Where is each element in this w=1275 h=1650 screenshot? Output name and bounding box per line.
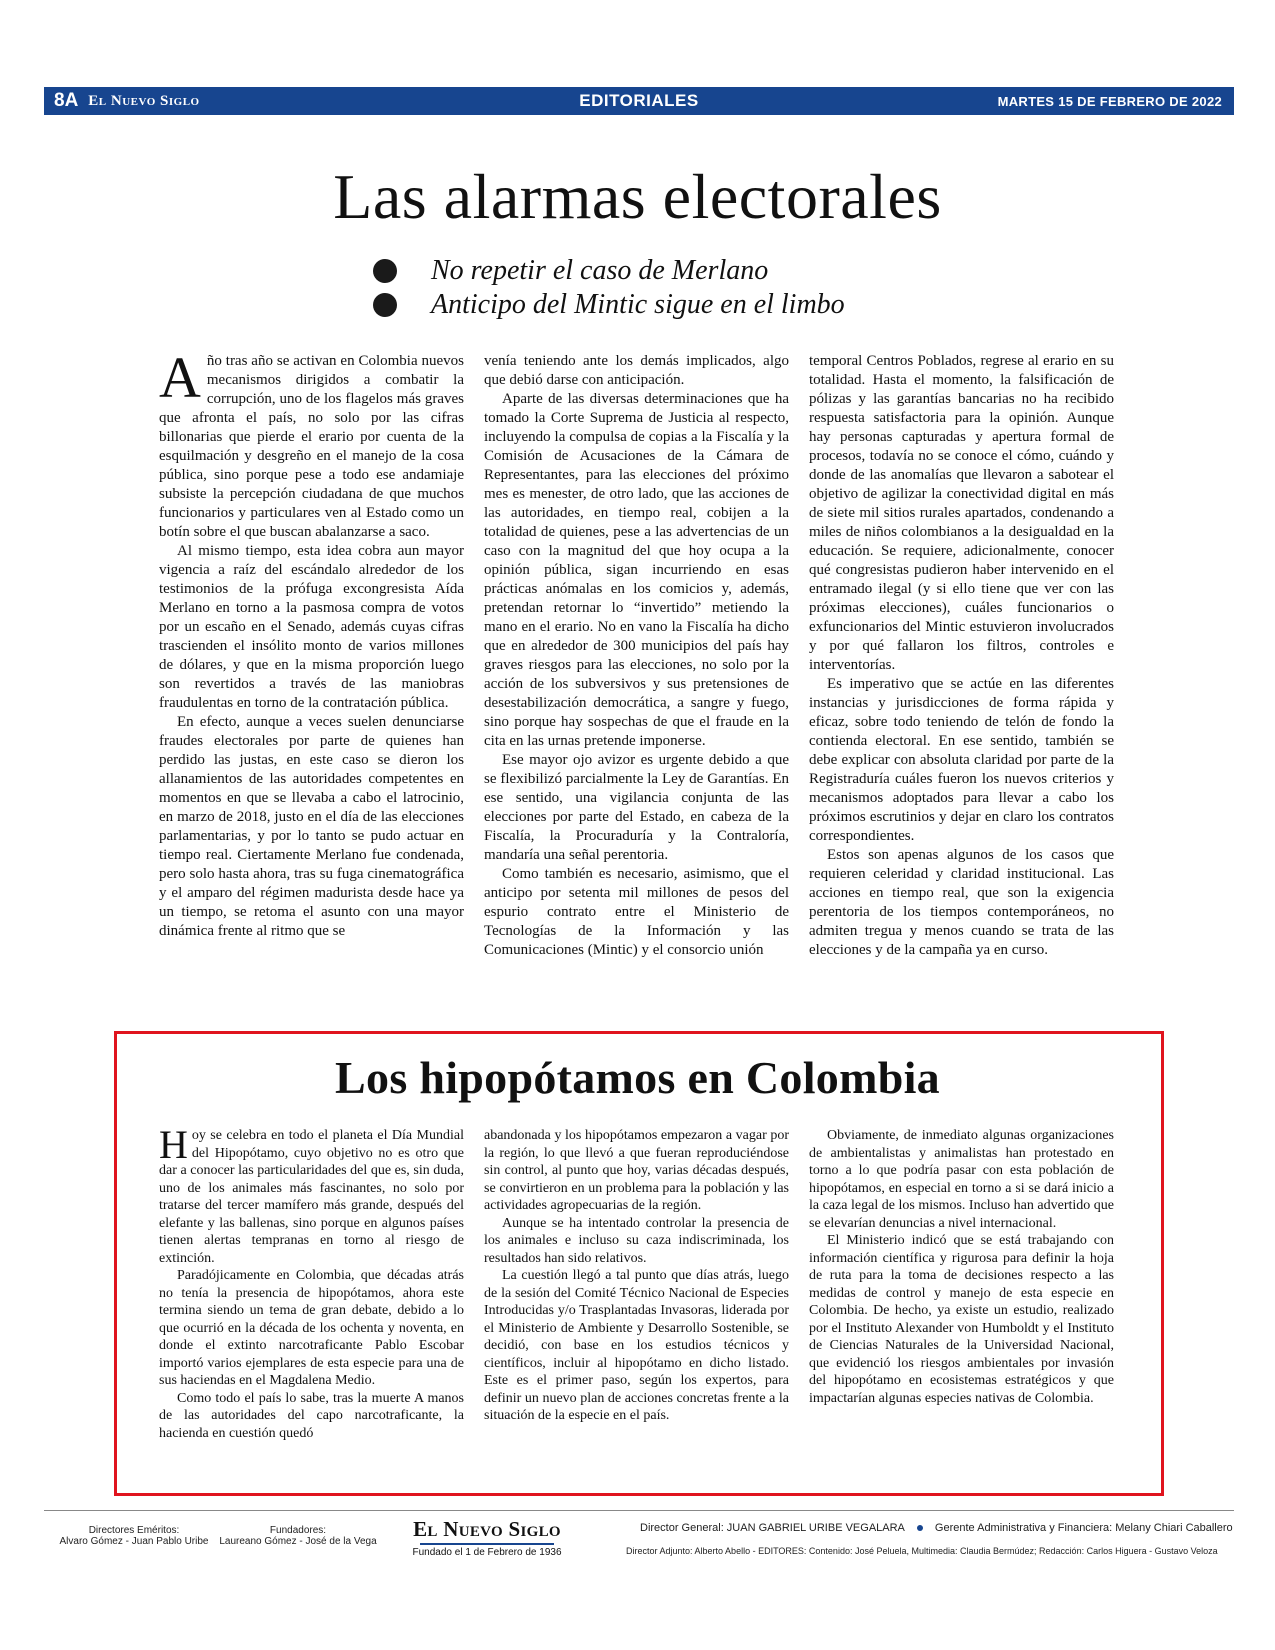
- editorial2-column-3: [809, 1127, 1114, 1407]
- paragraph: Obviamente, de inmediato algunas organizaciones de ambientalistas y animalistas han protestado en torno a lo que podría pasar con esta población de hipopótamos, en especial en torno a si se dará inicio a la caza legal de los mismos. Incluso han advertido que se elevarían denuncias a nivel internacional.: [809, 1128, 1114, 1231]
- directores-block: [54, 1525, 214, 1547]
- paragraph: [159, 1122, 464, 1267]
- editorial2-column-2: [484, 1127, 789, 1425]
- drop-cap: H: [159, 1122, 188, 1167]
- staff-line: Director Adjunto: Alberto Abello - EDITORES: Contenido: José Peluela, Multimedia: Claudia Bermúdez; Redacción: Carlos Higuera - Gustavo Veloza: [626, 1546, 1218, 1556]
- paragraph: Estos son apenas algunos de los casos que requieren celeridad y claridad institucional. Las acciones en tiempo real, que son la exigencia perentoria de los tiempos contemporáneos, no admiten tregua y menos cuando se trata de las elecciones y de la campaña ya en curso.: [809, 847, 1114, 958]
- fundadores-names: Laureano Gómez - José de la Vega: [219, 1536, 377, 1547]
- paragraph-text: oy se celebra en todo el planeta el Día Mundial del Hipopótamo, cuyo objetivo no es otro que dar a conocer las particularidades del que es, sin duda, uno de los animales más fascinantes, no solo por tratarse del tercer mamífero más grande, después del elefante y las ballenas, sino porque en algunos países tienen alertas tempranas en torno al riesgo de extinción.: [159, 1128, 464, 1266]
- page-number: 8A: [54, 90, 79, 111]
- paragraph: temporal Centros Poblados, regrese al erario en su totalidad. Hasta el momento, la falsificación de pólizas y las garantías bancarias no ha recibido respuesta satisfactoria para la opinión. Aunque hay personas capturadas y apertura formal de procesos, todavía no se conoce el cómo, cuándo y donde de las anomalías que llevaron a sabotear el objetivo de agilizar la conectividad digital en más de siete mil sitios rurales apartados, condenando a miles de niños colombianos a la desigualdad en la educación. Se requiere, adicionalmente, conocer qué congresistas pudieron haber intervenido en el entramado ilegal (y si ello tiene que ver con las próximas elecciones), cuáles funcionarios o exfuncionarios del Mintic estuvieron involucrados y por qué fallaron los filtros, controles e interventorías.: [809, 353, 1114, 673]
- page-header-bar: [44, 87, 1234, 115]
- editorial-title: Las alarmas electorales: [333, 161, 942, 232]
- paragraph: El Ministerio indicó que se está trabajando con información científica y rigurosa para definir la hoja de ruta para la toma de decisiones respecto a las medidas de control y manejo de esta especie en Colombia. De hecho, ya existe un estudio, realizado por el Instituto Alexander von Humboldt y el Instituto de Ciencias Naturales de la Universidad Nacional, que evidenció los riesgos ambientales por invasión del hipopótamo en ecosistemas estratégicos y que impactarían algunas especies nativas de Colombia.: [809, 1233, 1114, 1406]
- subhead-item: [373, 288, 845, 322]
- paragraph: En efecto, aunque a veces suelen denunciarse fraudes electorales por parte de quienes han perdido las justas, en este caso se dieron los allanamientos de las autoridades competentes en momentos en que se llevaba a cabo el latrocinio, en marzo de 2018, justo en el día de las elecciones parlamentarias, y por lo tanto se pudo actuar en tiempo real. Ciertamente Merlano fue condenada, pero solo hasta ahora, tras su fuga cinematográfica y el amparo del régimen madurista desde hace ya un tiempo, se retoma el asunto con una mayor dinámica frente al ritmo que se: [159, 714, 464, 939]
- paragraph: abandonada y los hipopótamos empezaron a vagar por la región, lo que llevó a que fueran reproduciéndose sin control, al punto que hoy, varias décadas después, se convirtieron en un problema para la población y las actividades agropecuarias de la región.: [484, 1128, 789, 1213]
- gerente: Gerente Administrativa y Financiera: Melany Chiari Caballero: [934, 1522, 1233, 1534]
- issue-date: MARTES 15 DE FEBRERO DE 2022: [997, 93, 1222, 109]
- separator-dot-icon: [917, 1525, 923, 1531]
- paragraph: Al mismo tiempo, esta idea cobra aun mayor vigencia a raíz del escándalo alrededor de los testimonios de la prófuga excongresista Aída Merlano en torno a la pasmosa compra de votos por un escaño en el Senado, además cuyas cifras trascienden el insólito monto de varios millones de dólares, y que en la misma proporción luego son revertidos a través de las maniobras fraudulentas en torno de la contratación pública.: [159, 543, 464, 711]
- paragraph: venía teniendo ante los demás implicados, algo que debió darse con anticipación.: [484, 353, 789, 388]
- editorial2-column-1: [159, 1122, 464, 1442]
- paragraph: Como también es necesario, asimismo, que el anticipo por setenta mil millones de pesos del espurio contrato entre el Ministerio de Tecnologías de la Información y las Comunicaciones (Mintic) y el consorcio unión: [484, 866, 789, 958]
- paragraph: [159, 345, 464, 542]
- logo-rule: [420, 1543, 554, 1545]
- bullet-icon: [373, 259, 397, 283]
- editorial-title-2: Los hipopótamos en Colombia: [335, 1052, 940, 1103]
- editorial-column-1: [159, 345, 464, 941]
- paragraph: Aunque se ha intentado controlar la presencia de los animales e incluso su caza indiscriminada, los resultados han sido relativos.: [484, 1215, 789, 1266]
- paragraph: La cuestión llegó a tal punto que días atrás, luego de la sesión del Comité Técnico Nacional de Especies Introducidas y/o Trasplantadas Invasoras, liderada por el Ministerio de Ambiente y Desarrollo Sostenible, se decidió, con base en los estudios técnicos y científicos, incluir al hipopótamo en dicho listado. Este es el primer paso, según los expertos, para definir un nuevo plan de acciones concretas frente a la situación de la especie en el país.: [484, 1268, 789, 1423]
- founded-date: Fundado el 1 de Febrero de 1936: [412, 1547, 562, 1558]
- paragraph: Aparte de las diversas determinaciones que ha tomado la Corte Suprema de Justicia al respecto, incluyendo la compulsa de copias a la Fiscalía y la Comisión de Acusaciones de la Cámara de Representantes, para las elecciones del próximo mes es menester, de otro lado, que las acciones de las autoridades, en tiempo real, cobijen a la totalidad de quienes, pese a las advertencias de un caso con la magnitud del que hoy ocupa a la opinión pública, sigan incurriendo en esas prácticas anómalas en los comicios y, además, pretendan retornar lo “invertido” metiendo la mano en el erario. No en vano la Fiscalía ha dicho que en alrededor de 300 municipios del país hay graves riesgos para las elecciones, no solo por la acción de los subversivos y sus pretensiones de desestabilización democrática, a sangre y fuego, sino porque hay sospechas de que el fraude en la cita en las urnas pretende imponerse.: [484, 391, 789, 749]
- logo-text: El Nuevo Siglo: [413, 1517, 561, 1541]
- editorial-column-2: [484, 352, 789, 960]
- fundadores-label: Fundadores:: [269, 1525, 327, 1536]
- subhead-text: No repetir el caso de Merlano: [431, 255, 769, 286]
- editorial-column-3: [809, 352, 1114, 960]
- footer-divider: [44, 1510, 1234, 1511]
- paragraph: Es imperativo que se actúe en las diferentes instancias y jurisdicciones de forma rápida y eficaz, sobre todo teniendo de telón de fondo la contienda electoral. En ese sentido, también se debe explicar con absoluta claridad por parte de la Registraduría cuáles fueron los nuevos criterios y mecanismos adoptados para llevar a cabo los próximos escrutinios y dejar en claro los contratos correspondientes.: [809, 676, 1114, 844]
- fundadores-block: [218, 1525, 378, 1547]
- directores-label: Directores Eméritos:: [88, 1525, 180, 1536]
- editorial-subheads: [373, 254, 845, 322]
- paper-name: El Nuevo Siglo: [88, 92, 200, 109]
- directores-names: Alvaro Gómez - Juan Pablo Uribe: [59, 1536, 209, 1547]
- paragraph: Paradójicamente en Colombia, que décadas atrás no tenía la presencia de hipopótamos, ahora este termina siendo un tema de gran debate, debido a lo que ocurrió en la década de los ochenta y noventa, en donde el extinto narcotraficante Pablo Escobar importó varios ejemplares de esta especie para una de sus haciendas en el Magdalena Medio.: [159, 1268, 464, 1388]
- section-title: EDITORIALES: [579, 91, 699, 110]
- paragraph: Como todo el país lo sabe, tras la muerte A manos de las autoridades del capo narcotraficante, la hacienda en cuestión quedó: [159, 1390, 464, 1441]
- management-line: [640, 1522, 1233, 1534]
- subhead-item: [373, 254, 845, 288]
- bullet-icon: [373, 293, 397, 317]
- newspaper-logo: [412, 1517, 562, 1558]
- subhead-text: Anticipo del Mintic sigue en el limbo: [431, 289, 845, 320]
- paragraph-text: ño tras año se activan en Colombia nuevos mecanismos dirigidos a combatir la corrupción, uno de los flagelos más graves que afronta el país, no solo por las cifras billonarias que pierde el erario por cuenta de la esquilmación y desgreño en el manejo de la cosa pública, sino porque pese a todo ese andamiaje subsiste la percepción ciudadana de que muchos funcionarios y particulares ven al Estado como un botín sobre el que buscan abalanzarse a saco.: [159, 353, 464, 540]
- paragraph: Ese mayor ojo avizor es urgente debido a que se flexibilizó parcialmente la Ley de Garantías. En ese sentido, una vigilancia conjunta de las elecciones por parte del Estado, en cabeza de la Fiscalía, la Procuraduría y la Contraloría, mandaría una señal perentoria.: [484, 752, 789, 863]
- director-general: Director General: JUAN GABRIEL URIBE VEGALARA: [640, 1522, 905, 1534]
- drop-cap: A: [159, 345, 201, 410]
